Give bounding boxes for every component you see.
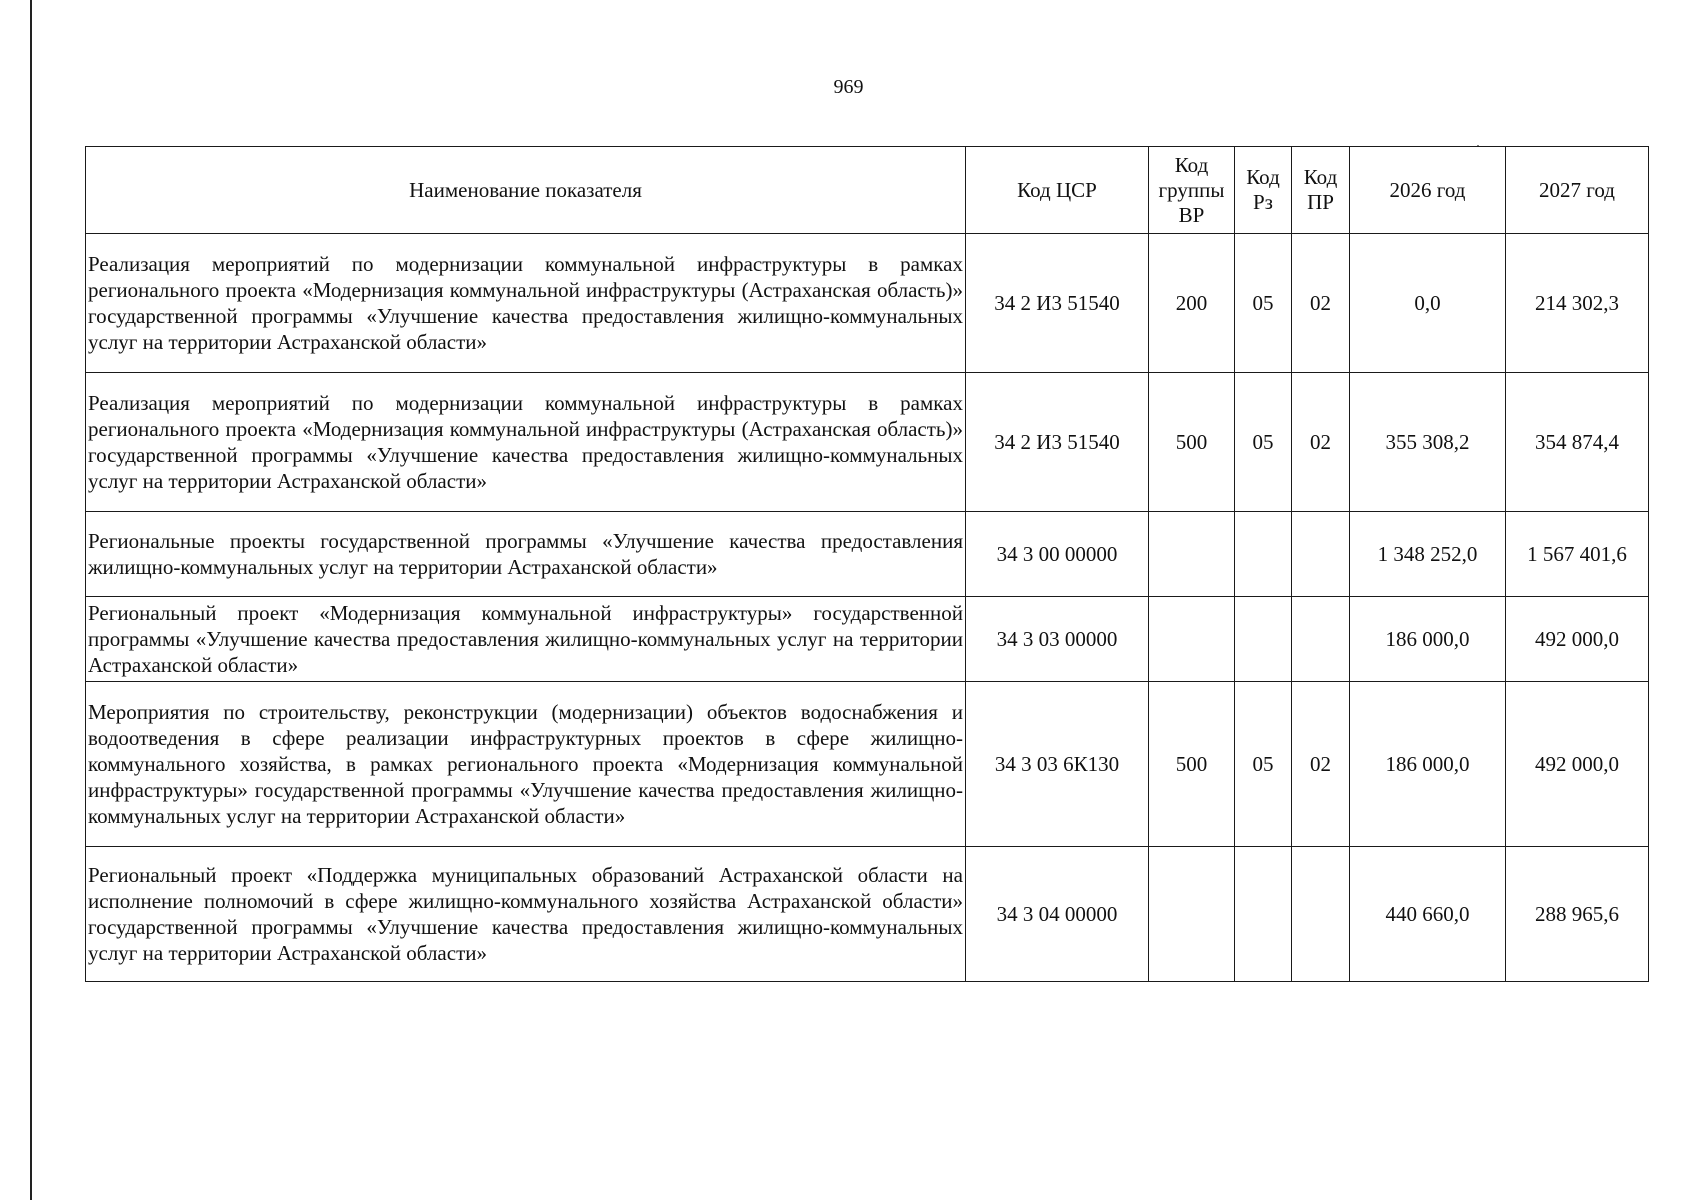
cell-csr: 34 2 И3 51540 (966, 373, 1149, 512)
cell-rz: 05 (1235, 234, 1292, 373)
cell-vr: 500 (1149, 373, 1235, 512)
cell-vr (1149, 512, 1235, 597)
header-rz: Код Рз (1235, 147, 1292, 234)
budget-table (85, 146, 1649, 982)
cell-2026: 0,0 (1350, 234, 1506, 373)
cell-pr: 02 (1292, 373, 1350, 512)
table-header (86, 147, 1649, 234)
cell-pr (1292, 847, 1350, 982)
table-row (86, 373, 1649, 512)
header-row (86, 147, 1649, 234)
header-2026: 2026 год (1350, 147, 1506, 234)
cell-pr (1292, 512, 1350, 597)
cell-2026: 440 660,0 (1350, 847, 1506, 982)
table-row (86, 512, 1649, 597)
cell-2027: 492 000,0 (1506, 597, 1649, 682)
cell-vr (1149, 597, 1235, 682)
cell-csr: 34 3 03 6К130 (966, 682, 1149, 847)
table-row (86, 682, 1649, 847)
cell-pr: 02 (1292, 682, 1350, 847)
table-row (86, 847, 1649, 982)
table-row (86, 597, 1649, 682)
cell-name: Региональные проекты государственной программы «Улучшение качества предоставления жилищно-коммунальных услуг на территории Астраханской области» (86, 512, 966, 597)
cell-2027: 1 567 401,6 (1506, 512, 1649, 597)
cell-2026: 1 348 252,0 (1350, 512, 1506, 597)
header-2027: 2027 год (1506, 147, 1649, 234)
cell-2026: 355 308,2 (1350, 373, 1506, 512)
cell-name: Реализация мероприятий по модернизации коммунальной инфраструктуры в рамках регионального проекта «Модернизация коммунальной инфраструктуры (Астраханская область)» государственной программы «Улучшение качества предоставления жилищно-коммунальных услуг на территории Астраханской области» (86, 234, 966, 373)
cell-name: Мероприятия по строительству, реконструкции (модернизации) объектов водоснабжения и водоотведения в сфере реализации инфраструктурных проектов в сфере жилищно-коммунального хозяйства, в рамках регионального проекта «Модернизация коммунальной инфраструктуры» государственной программы «Улучшение качества предоставления жилищно-коммунальных услуг на территории Астраханской области» (86, 682, 966, 847)
cell-name: Реализация мероприятий по модернизации коммунальной инфраструктуры в рамках регионального проекта «Модернизация коммунальной инфраструктуры (Астраханская область)» государственной программы «Улучшение качества предоставления жилищно-коммунальных услуг на территории Астраханской области» (86, 373, 966, 512)
cell-csr: 34 3 04 00000 (966, 847, 1149, 982)
cell-2026: 186 000,0 (1350, 682, 1506, 847)
cell-2027: 354 874,4 (1506, 373, 1649, 512)
header-vr: Код группы ВР (1149, 147, 1235, 234)
cell-name: Региональный проект «Поддержка муниципальных образований Астраханской области на исполнение полномочий в сфере жилищно-коммунального хозяйства Астраханской области» государственной программы «Улучшение качества предоставления жилищно-коммунальных услуг на территории Астраханской области» (86, 847, 966, 982)
cell-2027: 492 000,0 (1506, 682, 1649, 847)
cell-rz (1235, 847, 1292, 982)
cell-rz (1235, 597, 1292, 682)
cell-name: Региональный проект «Модернизация коммунальной инфраструктуры» государственной программы «Улучшение качества предоставления жилищно-коммунальных услуг на территории Астраханской области» (86, 597, 966, 682)
cell-csr: 34 3 03 00000 (966, 597, 1149, 682)
cell-vr (1149, 847, 1235, 982)
cell-pr: 02 (1292, 234, 1350, 373)
cell-rz: 05 (1235, 682, 1292, 847)
cell-2026: 186 000,0 (1350, 597, 1506, 682)
cell-vr: 200 (1149, 234, 1235, 373)
cell-vr: 500 (1149, 682, 1235, 847)
cell-rz: 05 (1235, 373, 1292, 512)
header-name: Наименование показателя (86, 147, 966, 234)
header-csr: Код ЦСР (966, 147, 1149, 234)
cell-csr: 34 3 00 00000 (966, 512, 1149, 597)
cell-pr (1292, 597, 1350, 682)
cell-2027: 288 965,6 (1506, 847, 1649, 982)
page-number: 969 (833, 76, 864, 98)
cell-rz (1235, 512, 1292, 597)
cell-2027: 214 302,3 (1506, 234, 1649, 373)
table-row (86, 234, 1649, 373)
binding-line (30, 0, 32, 1200)
cell-csr: 34 2 И3 51540 (966, 234, 1149, 373)
header-pr: Код ПР (1292, 147, 1350, 234)
table-body (86, 234, 1649, 982)
